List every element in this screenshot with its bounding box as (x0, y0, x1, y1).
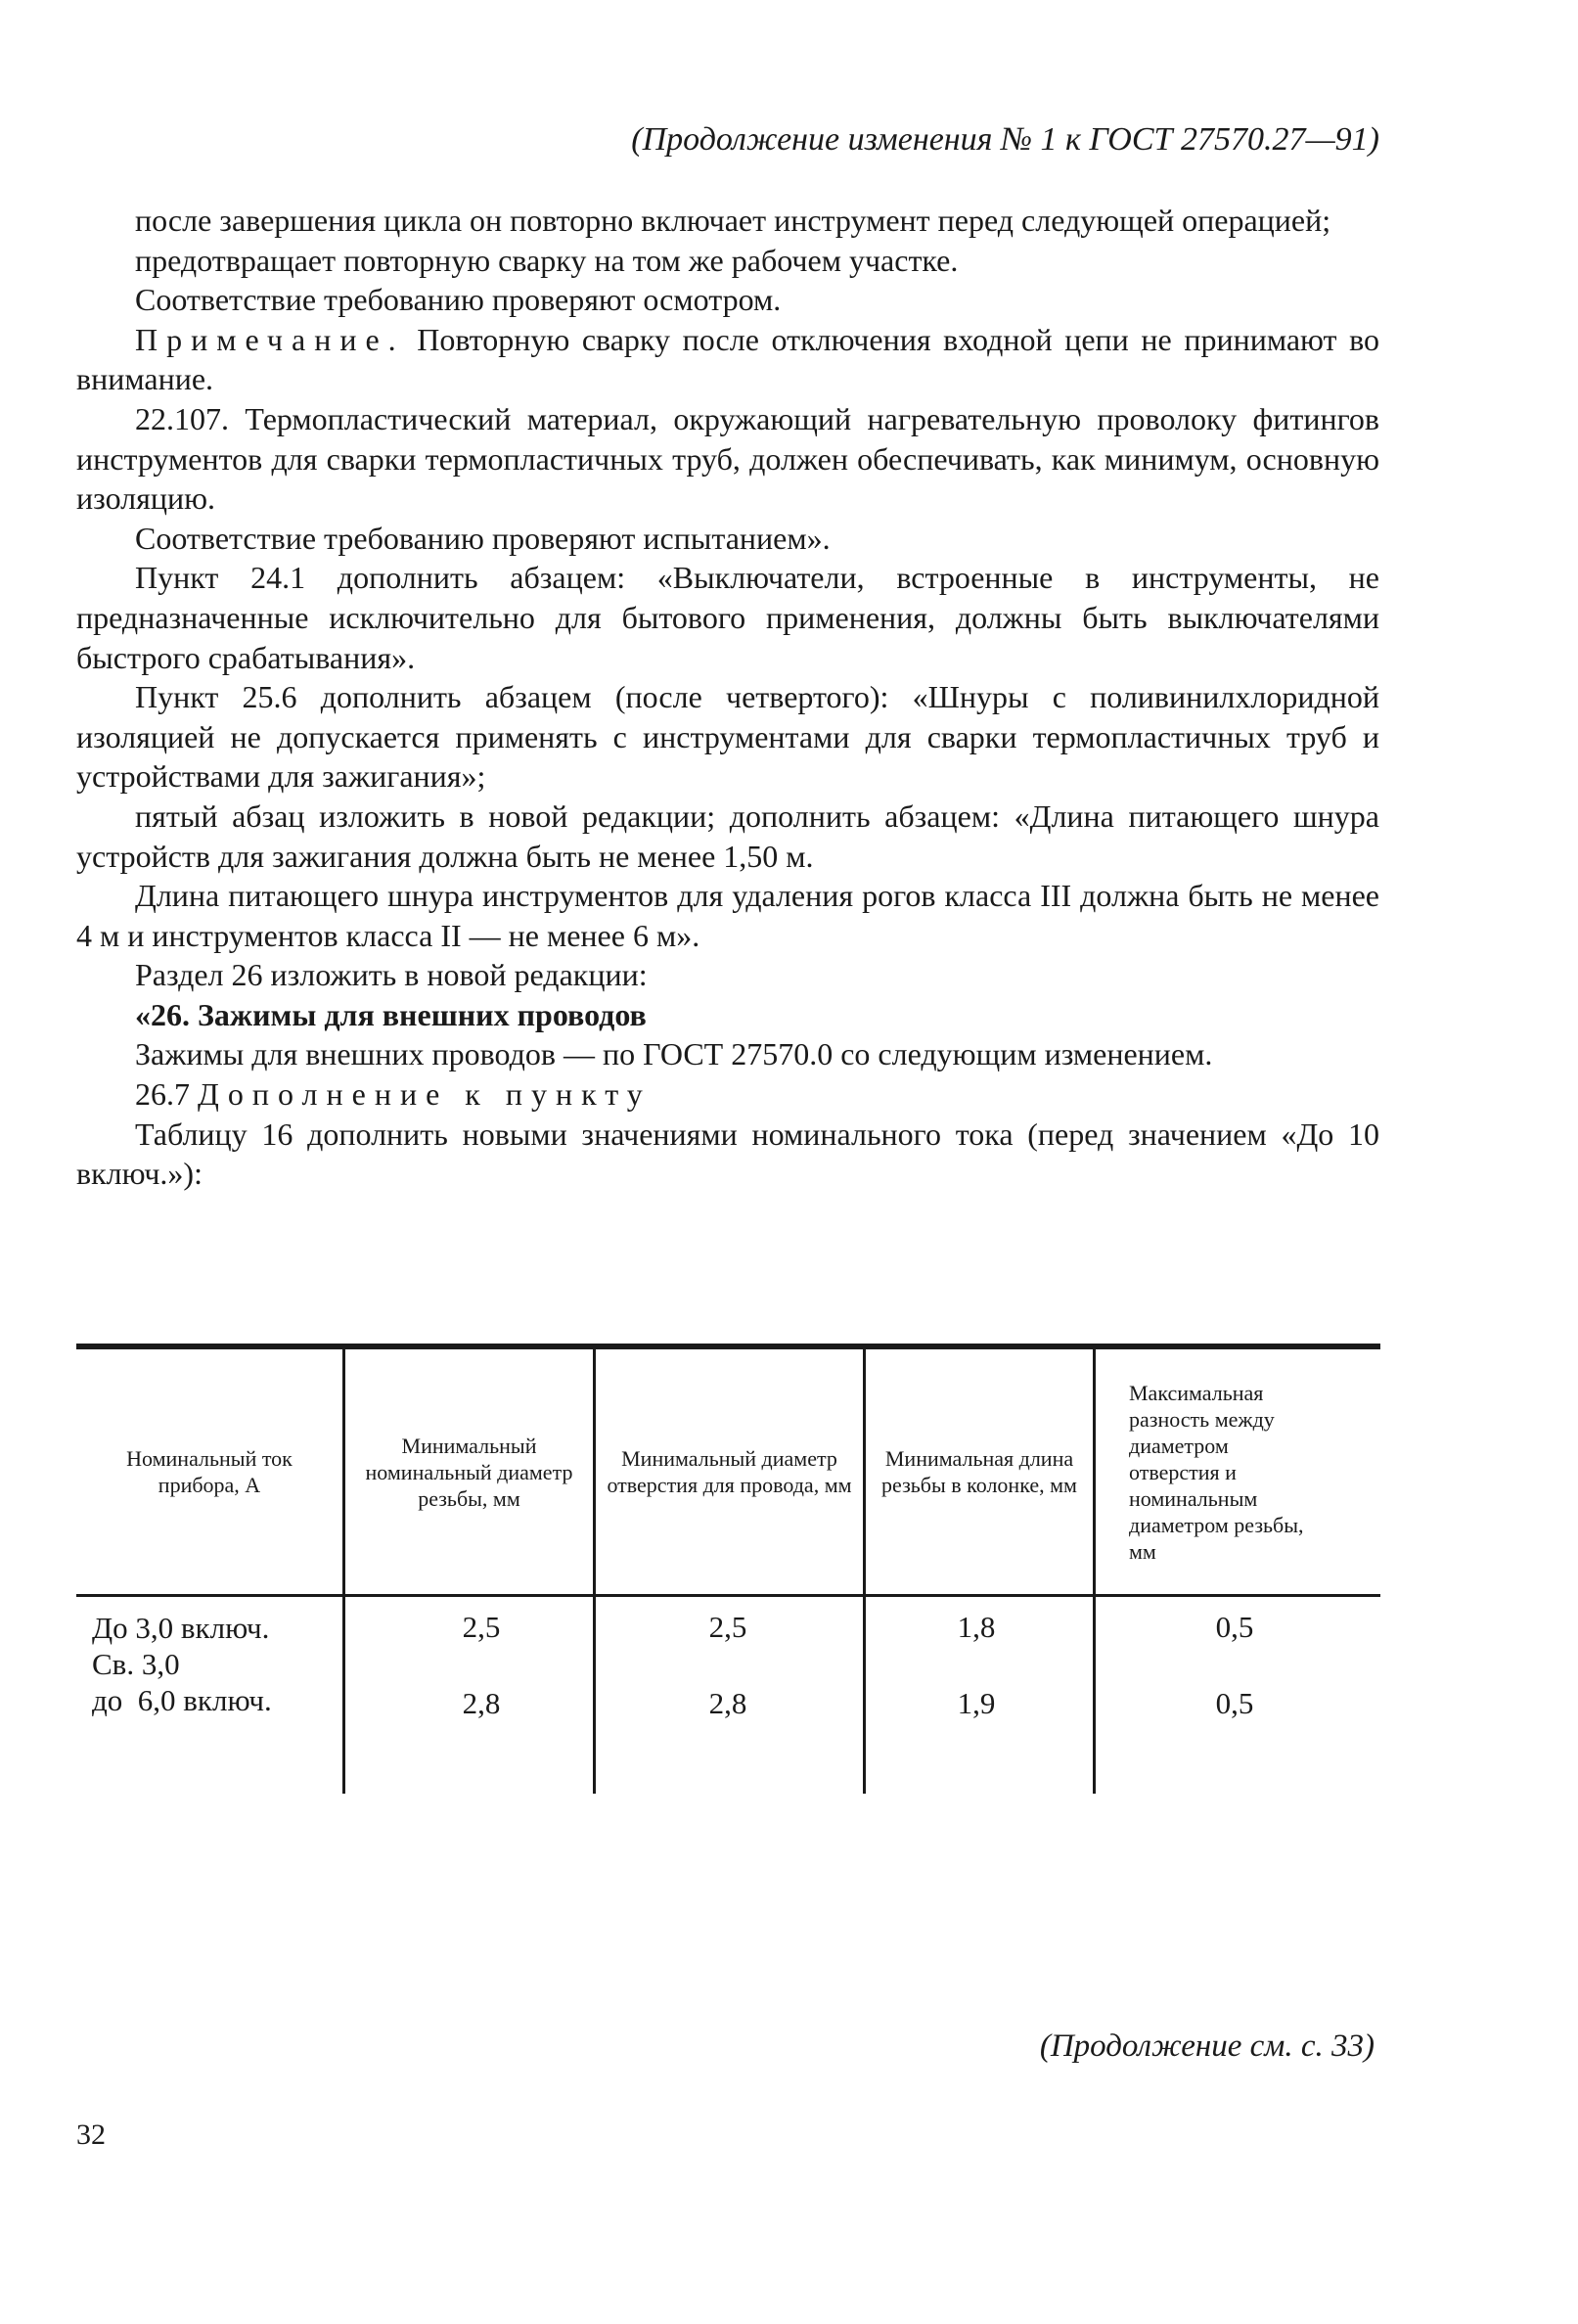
table-header-cell: Минимальная длина резьбы в колонке, мм (881, 1446, 1077, 1497)
continuation-note: (Продолжение см. с. 33) (1039, 2028, 1375, 2064)
table-cell: 2,8 (462, 1686, 501, 1720)
clause-heading (76, 1074, 1379, 1115)
paragraph: Таблицу 16 дополнить новыми значениями номинального тока (перед значением «До 10 включ.»): (76, 1116, 1379, 1192)
row-label: Св. 3,0 (92, 1647, 180, 1681)
table-cell: 1,9 (957, 1686, 996, 1720)
table-header-cell: Минимальный диаметр отверстия для провода, мм (607, 1446, 852, 1497)
paragraph: предотвращает повторную сварку на том же рабочем участке. (135, 242, 959, 278)
body-text (76, 201, 1379, 1194)
table-cell: 1,8 (957, 1610, 996, 1644)
table-cell: 2,5 (708, 1610, 747, 1644)
clause-title: Дополнение к пункту (198, 1076, 652, 1113)
note-text: Повторную сварку после отключения входной цепи не принимают во внимание. (76, 321, 1379, 397)
paragraph: Пункт 25.6 дополнить абзацем (после четвертого): «Шнуры с поливинилхлоридной изоляцией не допускается применять с инструментами для сварки термопластичных труб и устройствами для зажигания»; (76, 679, 1379, 795)
table-cell: 2,8 (708, 1686, 747, 1720)
table-cell: 2,5 (462, 1610, 501, 1644)
table-cell: 0,5 (1215, 1610, 1254, 1644)
section-heading: «26. Зажимы для внешних проводов (135, 996, 647, 1032)
note-paragraph (76, 320, 1379, 399)
table (76, 1344, 1380, 1794)
table-header-rule (76, 1594, 1380, 1597)
paragraph: Соответствие требованию проверяют осмотром. (135, 282, 782, 318)
running-header: (Продолжение изменения № 1 к ГОСТ 27570.27—91) (631, 121, 1379, 158)
table-header-cell: Минимальный номинальный диаметр резьбы, мм (365, 1433, 573, 1511)
row-label: До 3,0 включ. (92, 1611, 270, 1645)
table-cell: 0,5 (1215, 1686, 1254, 1720)
paragraph: после завершения цикла он повторно включает инструмент перед следующей операцией; (135, 203, 1331, 238)
row-label: до 6,0 включ. (92, 1683, 272, 1717)
paragraph: Зажимы для внешних проводов — по ГОСТ 27570.0 со следующим изменением. (135, 1036, 1213, 1072)
paragraph: Пункт 24.1 дополнить абзацем: «Выключатели, встроенные в инструменты, не предназначенные исключительно для бытового применения, должны быть выключателями быстрого срабатывания». (76, 560, 1379, 675)
table-header-cell: Номинальный ток прибора, А (126, 1446, 293, 1497)
paragraph: Раздел 26 изложить в новой редакции: (135, 957, 648, 993)
paragraph: 22.107. Термопластический материал, окружающий нагревательную проволоку фитингов инструментов для сварки термопластичных труб, должен обеспечивать, как минимум, основную изоляцию. (76, 400, 1379, 517)
note-label: Примечание. (135, 321, 405, 357)
paragraph: Длина питающего шнура инструментов для удаления рогов класса III должна быть не менее 4 м и инструментов класса II — не менее 6 м». (76, 878, 1379, 953)
page-number: 32 (76, 2119, 106, 2151)
paragraph: пятый абзац изложить в новой редакции; дополнить абзацем: «Длина питающего шнура устройств для зажигания должна быть не менее 1,50 м. (76, 797, 1379, 874)
table-header-cell: Максимальная разность между диаметром отверстия и номинальным диаметром резьбы, мм (1129, 1380, 1304, 1564)
paragraph: Соответствие требованию проверяют испытанием». (135, 520, 831, 556)
clause-number: 26.7 (135, 1076, 198, 1113)
